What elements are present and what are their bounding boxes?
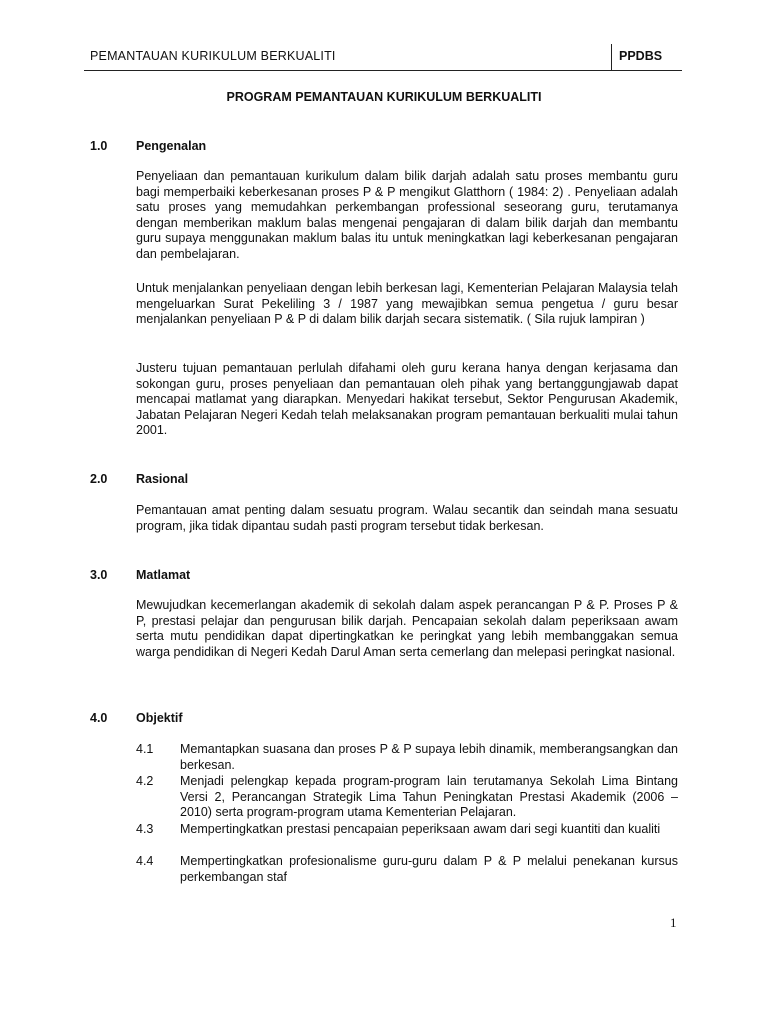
paragraph-pengenalan-2: Untuk menjalankan penyeliaan dengan lebih berkesan lagi, Kementerian Pelajaran Malaysia telah mengeluarkan Surat Pekeliling 3 / 1987 yang mewajibkan semua pengetua / guru besar menjalankan penyeliaan P & P di dalam bilik darjah secara sistematik. ( Sila rujuk lampiran ) [136,281,678,327]
paragraph-pengenalan-3: Justeru tujuan pemantauan perlulah difahami oleh guru kerana hanya dengan kerjasama dan sokongan guru, proses penyeliaan dan pemantauan oleh pihak yang bertanggungjawab dapat mencapai matlamat yang diarapkan. Menyedari hakikat tersebut, Sektor Pengurusan Akademik, Jabatan Pelajaran Negeri Kedah telah melaksanakan program pemantauan berkualiti mulai tahun 2001. [136,361,678,438]
objective-number: 4.1 [136,742,154,756]
header-org: PPDBS [619,49,663,63]
paragraph-rasional: Pemantauan amat penting dalam sesuatu program. Walau secantik dan seindah mana sesuatu program, jika tidak dipantau sudah pasti program tersebut tidak berkesan. [136,503,678,533]
objective-text: Mempertingkatkan profesionalisme guru-guru dalam P & P melalui penekanan kursus perkembangan staf [180,854,678,884]
document-title: PROGRAM PEMANTAUAN KURIKULUM BERKUALITI [226,90,542,104]
objective-text: Memantapkan suasana dan proses P & P supaya lebih dinamik, memberangsangkan dan berkesan. [180,742,678,772]
section-title: Objektif [136,711,183,725]
objective-text: Menjadi pelengkap kepada program-program lain terutamanya Sekolah Lima Bintang Versi 2, Perancangan Strategik Lima Tahun Peningkatan Prestasi Akademik (2006 – 2010) serta program-program utama Kementerian Pelajaran. [180,774,678,820]
objective-number: 4.4 [136,854,154,868]
section-title: Matlamat [136,568,191,582]
objective-text: Mempertingkatkan prestasi pencapaian peperiksaan awam dari segi kuantiti dan kualiti [180,822,661,836]
page-header [84,44,682,71]
section-number: 3.0 [90,568,108,582]
section-number: 4.0 [90,711,108,725]
page-number: 1 [670,915,677,930]
header-title: PEMANTAUAN KURIKULUM BERKUALITI [90,49,336,63]
section-number: 2.0 [90,472,108,486]
section-number: 1.0 [90,139,108,153]
paragraph-matlamat: Mewujudkan kecemerlangan akademik di sekolah dalam aspek perancangan P & P. Proses P & P, prestasi pelajar dan pengurusan bilik darjah. Pencapaian sekolah dalam peperiksaan awam serta mutu pendidikan dapat dipertingkatkan ke peringkat yang lebih membanggakan semua warga pendidikan di Negeri Kedah Darul Aman serta cemerlang dan melepasi peringkat nasional. [136,598,678,659]
objective-number: 4.3 [136,822,154,836]
section-title: Rasional [136,472,189,486]
section-title: Pengenalan [136,139,207,153]
paragraph-pengenalan-1: Penyeliaan dan pemantauan kurikulum dalam bilik darjah adalah satu proses membantu guru bagi memperbaiki keberkesanan proses P & P mengikut Glatthorn ( 1984: 2) . Penyeliaan adalah satu proses yang memudahkan perkembangan professional seseorang guru, terutamanya dengan memberikan maklum balas mengenai pengajaran di dalam bilik darjah dan membantu guru supaya menggunakan maklum balas itu untuk meningkatkan lagi keberkesanan pengajaran dan pembelajaran. [136,169,678,261]
header-divider [611,44,612,70]
objective-number: 4.2 [136,774,154,788]
